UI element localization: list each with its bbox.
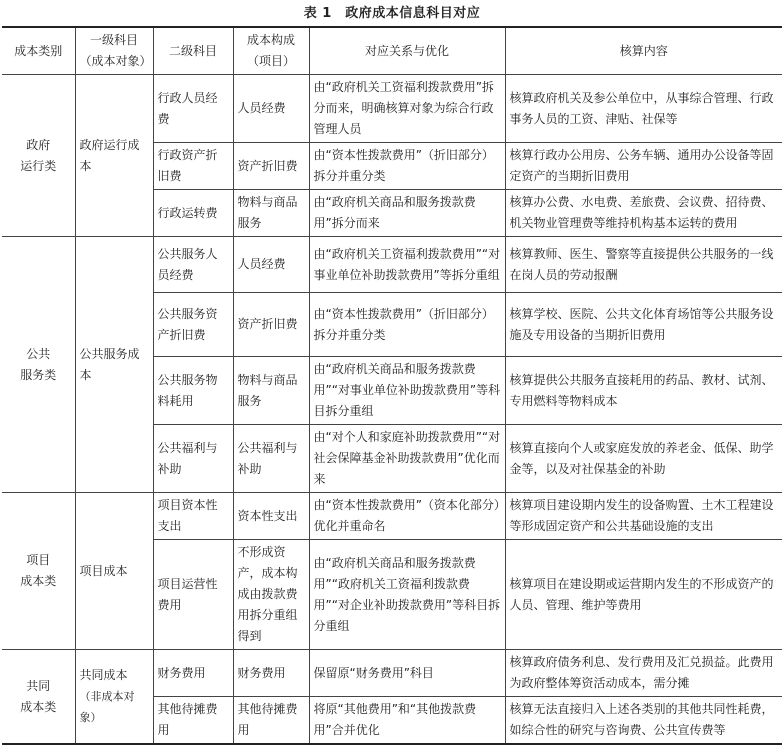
table-row (2, 493, 782, 540)
composition-cell: 人员经费 (233, 75, 309, 143)
header-relation: 对应关系与优化 (309, 27, 505, 75)
relation-cell: 保留原“财务费用”科目 (309, 650, 505, 697)
header-level1-label: 一级科目 (89, 33, 138, 47)
header-content: 核算内容 (505, 27, 782, 75)
content-cell: 核算直接向个人或家庭发放的养老金、低保、助学金等，以及对社保基金的补助 (505, 425, 782, 493)
composition-cell: 物料与商品服务 (233, 357, 309, 425)
header-category: 成本类别 (2, 27, 75, 75)
composition-cell: 其他待摊费用 (233, 697, 309, 745)
category-cell (2, 75, 75, 237)
level2-cell: 公共福利与补助 (153, 425, 233, 493)
cost-subject-table (2, 26, 782, 745)
composition-cell: 资本性支出 (233, 493, 309, 540)
header-level1 (75, 27, 153, 75)
category-label: 政府 运行类 (20, 137, 57, 173)
level1-cell: 公共服务成本 (75, 237, 153, 493)
content-cell: 核算项目建设期内发生的设备购置、土木工程建设等形成固定资产和公共基础设施的支出 (505, 493, 782, 540)
table-title: 表 1 政府成本信息科目对应 (303, 6, 481, 21)
content-cell: 核算项目在建设期或运营期内发生的不形成资产的人员、管理、维护等费用 (505, 540, 782, 650)
level1-sub: （非成本对象） (79, 690, 135, 724)
level1-cell: 项目成本 (75, 493, 153, 650)
relation-cell: 将原“其他费用”和“其他拨款费用”合并优化 (309, 697, 505, 745)
level1-cell (75, 650, 153, 745)
level2-cell: 财务费用 (153, 650, 233, 697)
relation-cell: 由“政府机关工资福利拨款费用”“对事业单位补助拨款费用”等拆分重组 (309, 237, 505, 293)
level2-cell: 项目运营性费用 (153, 540, 233, 650)
table-row (2, 237, 782, 293)
table-row (2, 650, 782, 697)
level2-cell: 公共服务物料耗用 (153, 357, 233, 425)
header-level2: 二级科目 (153, 27, 233, 75)
relation-cell: 由“政府机关商品和服务拨款费用”拆分而来 (309, 190, 505, 237)
content-cell: 核算学校、医院、公共文化体育场馆等公共服务设施及专用设备的当期折旧费用 (505, 293, 782, 357)
composition-cell: 人员经费 (233, 237, 309, 293)
header-composition-sub: （项目） (246, 54, 295, 68)
level1-cell: 政府运行成本 (75, 75, 153, 237)
relation-cell: 由“政府机关商品和服务拨款费用”“对事业单位补助拨款费用”等科目拆分重组 (309, 357, 505, 425)
header-level1-sub: （成本对象） (79, 54, 152, 68)
relation-cell: 由“资本性拨款费用”（折旧部分）拆分并重分类 (309, 293, 505, 357)
level2-cell: 其他待摊费用 (153, 697, 233, 745)
category-label: 公共 服务类 (20, 346, 57, 382)
level2-cell: 项目资本性支出 (153, 493, 233, 540)
composition-cell: 资产折旧费 (233, 293, 309, 357)
content-cell: 核算教师、医生、警察等直接提供公共服务的一线在岗人员的劳动报酬 (505, 237, 782, 293)
relation-cell: 由“政府机关商品和服务拨款费用”“政府机关工资福利拨款费用”“对企业补助拨款费用”等科目拆分重组 (309, 540, 505, 650)
category-label: 共同 成本类 (20, 678, 57, 714)
level1-label: 共同成本 (79, 668, 128, 682)
composition-cell: 不形成资产，成本构成由拨款费用拆分重组得到 (233, 540, 309, 650)
category-label: 项目 成本类 (20, 553, 57, 588)
table-row (2, 75, 782, 143)
category-cell (2, 237, 75, 493)
header-composition-label: 成本构成 (246, 33, 295, 47)
content-cell: 核算提供公共服务直接耗用的药品、教材、试剂、专用燃料等物料成本 (505, 357, 782, 425)
level2-cell: 行政运转费 (153, 190, 233, 237)
category-cell (2, 650, 75, 745)
header-row (2, 27, 782, 75)
composition-cell: 资产折旧费 (233, 143, 309, 190)
relation-cell: 由“资本性拨款费用”（资本化部分）优化并重命名 (309, 493, 505, 540)
level2-cell: 行政资产折旧费 (153, 143, 233, 190)
relation-cell: 由“对个人和家庭补助拨款费用”“对社会保障基金补助拨款费用”优化而来 (309, 425, 505, 493)
content-cell: 核算无法直接归入上述各类别的其他共同性耗费，如综合性的研究与咨询费、公共宣传费等 (505, 697, 782, 745)
level2-cell: 行政人员经费 (153, 75, 233, 143)
content-cell: 核算政府债务利息、发行费用及汇兑损益。此费用为政府整体筹资活动成本，需分摊 (505, 650, 782, 697)
content-cell: 核算办公费、水电费、差旅费、会议费、招待费、机关物业管理费等维持机构基本运转的费用 (505, 190, 782, 237)
category-cell (2, 493, 75, 650)
composition-cell: 物料与商品服务 (233, 190, 309, 237)
composition-cell: 财务费用 (233, 650, 309, 697)
composition-cell: 公共福利与补助 (233, 425, 309, 493)
level2-cell: 公共服务人员经费 (153, 237, 233, 293)
relation-cell: 由“政府机关工资福利拨款费用”拆分而来，明确核算对象为综合行政管理人员 (309, 75, 505, 143)
content-cell: 核算行政办公用房、公务车辆、通用办公设备等固定资产的当期折旧费用 (505, 143, 782, 190)
relation-cell: 由“资本性拨款费用”（折旧部分）拆分并重分类 (309, 143, 505, 190)
header-composition (233, 27, 309, 75)
level2-cell: 公共服务资产折旧费 (153, 293, 233, 357)
content-cell: 核算政府机关及参公单位中，从事综合管理、行政事务人员的工资、津贴、社保等 (505, 75, 782, 143)
